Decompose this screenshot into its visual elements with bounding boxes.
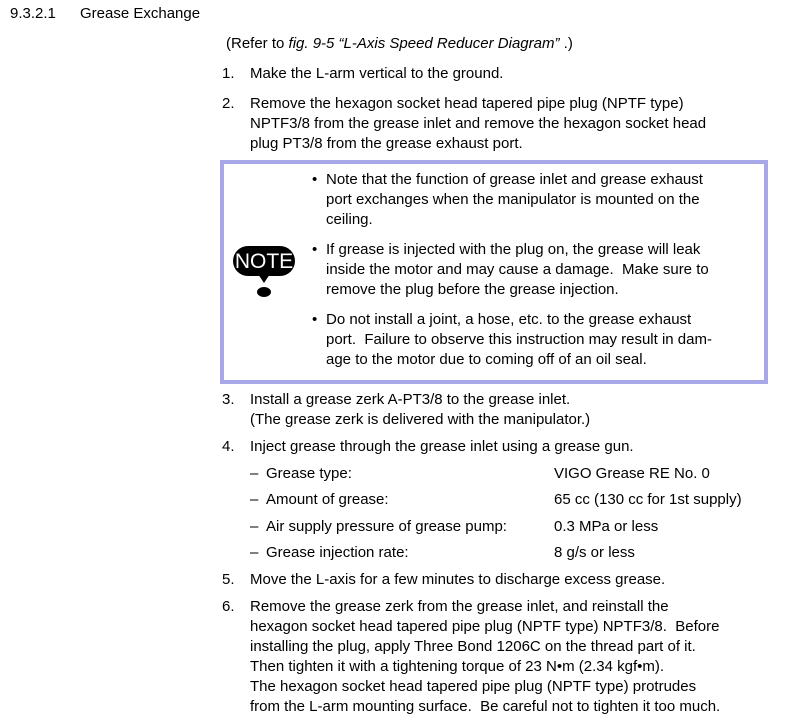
step-number: 5. [222,571,235,588]
refer-caption: “L-Axis Speed Reducer Diagram” [334,35,560,52]
step-text: Make the L-arm vertical to the ground. [250,65,504,82]
step-number: 6. [222,598,235,615]
step-text: Inject grease through the grease inlet using a grease gun. [250,438,634,455]
spec-value: 0.3 MPa or less [554,518,659,535]
spec-label: Grease type: [266,465,352,482]
step-text: Remove the hexagon socket head tapered pipe plug (NPTF type) NPTF3/8 from the grease inlet and remove the hexagon socket head plug PT3/8 from the grease exhaust port. [250,95,707,152]
figure-reference [226,34,573,54]
refer-suffix: .) [559,35,573,52]
step-number: 2. [222,95,235,112]
spec-value: VIGO Grease RE No. 0 [554,465,710,482]
spec-value: 65 cc (130 cc for 1st supply) [554,491,742,508]
bullet-dot: • [312,311,318,328]
bullet-dot: • [312,241,318,258]
note-bullet-text: Note that the function of grease inlet and grease exhaust port exchanges when the manipulator is mounted on the ceiling. [326,171,703,228]
refer-prefix: (Refer to [226,35,289,52]
note-icon [232,244,296,300]
spec-dash: – [250,465,259,482]
step-text: Move the L-axis for a few minutes to discharge excess grease. [250,571,666,588]
note-bullet-text: Do not install a joint, a hose, etc. to the grease exhaust port. Failure to observe this instruction may result in dam- age to the motor due to coming off of an oil seal. [326,311,712,368]
spec-value: 8 g/s or less [554,544,635,561]
step-text: Install a grease zerk A-PT3/8 to the grease inlet. (The grease zerk is delivered with the manipulator.) [250,391,591,428]
spec-dash: – [250,544,259,561]
section-title: Grease Exchange [80,5,201,22]
spec-dash: – [250,491,259,508]
refer-fig: fig. 9-5 [288,35,335,52]
step-number: 3. [222,391,235,408]
bullet-dot: • [312,171,318,188]
step-text: Remove the grease zerk from the grease inlet, and reinstall the hexagon socket head tapered pipe plug (NPTF type) NPTF3/8. Before installing the plug, apply Three Bond 1206C on the thread part of it. Then tighten it with a tightening torque of 23 N•m (2.34 kgf•m). The hexagon socket head tapered pipe plug (NPTF type) protrudes from the L-arm mounting surface. Be careful not to tighten it too much. [250,598,721,715]
section-number: 9.3.2.1 [10,5,56,22]
note-bullet-text: If grease is injected with the plug on, the grease will leak inside the motor and may cause a damage. Make sure to remove the plug before the grease injection. [326,241,709,298]
spec-label: Air supply pressure of grease pump: [266,518,507,535]
step-number: 1. [222,65,235,82]
spec-dash: – [250,518,259,535]
spec-label: Amount of grease: [266,491,389,508]
note-icon-label: NOTE [234,250,294,273]
step-number: 4. [222,438,235,455]
spec-label: Grease injection rate: [266,544,409,561]
